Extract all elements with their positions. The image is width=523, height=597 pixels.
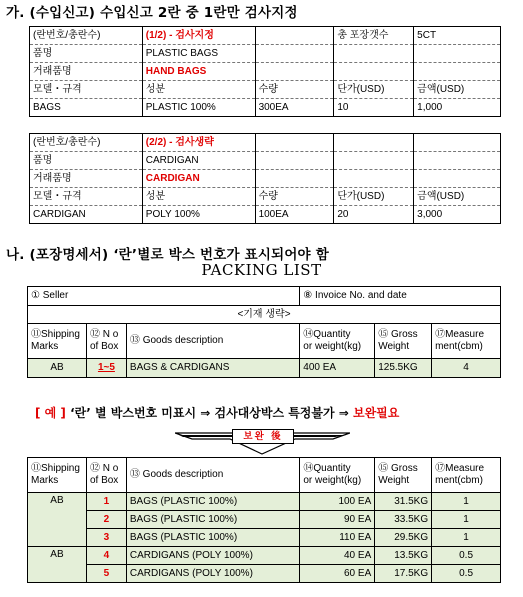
cell-shipping-mark: AB xyxy=(28,493,87,547)
cell-measure: 4 xyxy=(432,359,501,378)
cell-goods: BAGS (PLASTIC 100%) xyxy=(126,511,299,529)
cell-quantity: 40 EA xyxy=(300,547,375,565)
decl-cell xyxy=(255,63,334,81)
header-text: ment(cbm) xyxy=(435,475,483,486)
invoice-cell: ⑧ Invoice No. and date xyxy=(300,287,501,306)
cell-goods: CARDIGANS (POLY 100%) xyxy=(126,565,299,583)
pl-data-row xyxy=(28,359,501,378)
decl-row xyxy=(30,45,501,63)
decl-cell xyxy=(414,63,501,81)
header-text: ⑰Measure xyxy=(435,329,484,340)
decl-cell: CARDIGAN xyxy=(30,206,143,224)
header-quantity xyxy=(300,458,375,493)
decl-cell: 모델・규격 xyxy=(30,81,143,99)
header-text: or weight(kg) xyxy=(303,475,362,486)
decl-row xyxy=(30,81,501,99)
decl-row xyxy=(30,188,501,206)
header-goods-description: ⑬ Goods description xyxy=(126,324,299,359)
header-text: Weight xyxy=(378,341,410,352)
cell-quantity: 400 EA xyxy=(300,359,375,378)
cell-gross: 29.5KG xyxy=(375,529,432,547)
decl-cell: 10 xyxy=(334,99,414,117)
decl-cell: 3,000 xyxy=(414,206,501,224)
decl-cell-trade-name: CARDIGAN xyxy=(142,170,255,188)
decl-cell: PLASTIC BAGS xyxy=(142,45,255,63)
decl-cell: (란번호/총란수) xyxy=(30,27,143,45)
cell-measure: 1 xyxy=(432,511,501,529)
header-measurement xyxy=(432,458,501,493)
decl-cell: 1,000 xyxy=(414,99,501,117)
cell-gross: 17.5KG xyxy=(375,565,432,583)
header-gross-weight xyxy=(375,324,432,359)
decl-cell: PLASTIC 100% xyxy=(142,99,255,117)
import-declaration-line-2 xyxy=(29,133,501,224)
header-text: ⑪Shipping xyxy=(31,463,80,474)
cell-goods: CARDIGANS (POLY 100%) xyxy=(126,547,299,565)
header-text: ⑰Measure xyxy=(435,463,485,474)
header-text: ment(cbm) xyxy=(435,341,483,352)
header-gross-weight xyxy=(375,458,432,493)
header-text: ⑮ Gross xyxy=(378,329,418,340)
section-heading-packing: 나. (포장명세서) ‘란’별로 박스 번호가 표시되어야 함 xyxy=(6,247,329,263)
decl-cell: 모델・규격 xyxy=(30,188,143,206)
decl-cell: 단가(USD) xyxy=(334,81,414,99)
packing-list-after xyxy=(27,457,501,583)
decl-cell xyxy=(334,170,414,188)
decl-cell: 거래품명 xyxy=(30,63,143,81)
pl-row xyxy=(28,306,501,324)
decl-cell xyxy=(255,134,334,152)
decl-cell: 수량 xyxy=(255,81,334,99)
header-shipping-marks xyxy=(28,324,87,359)
cell-box-range: 1~5 xyxy=(86,359,126,378)
decl-cell: 거래품명 xyxy=(30,170,143,188)
decl-cell xyxy=(414,152,501,170)
decl-cell xyxy=(334,45,414,63)
cell-box-no: 2 xyxy=(86,511,126,529)
header-text: ⑭Quantity xyxy=(303,329,351,340)
decl-cell xyxy=(255,152,334,170)
cell-box-no: 3 xyxy=(86,529,126,547)
decl-cell: (란번호/총란수) xyxy=(30,134,143,152)
cell-box-no: 1 xyxy=(86,493,126,511)
cell-box-no: 5 xyxy=(86,565,126,583)
header-measurement xyxy=(432,324,501,359)
decl-row xyxy=(30,170,501,188)
decl-cell: 100EA xyxy=(255,206,334,224)
decl-cell xyxy=(334,63,414,81)
decl-row xyxy=(30,206,501,224)
decl-cell: BAGS xyxy=(30,99,143,117)
cell-measure: 1 xyxy=(432,529,501,547)
cell-gross: 33.5KG xyxy=(375,511,432,529)
header-shipping-marks xyxy=(28,458,87,493)
decl-cell xyxy=(255,27,334,45)
decl-cell: CARDIGAN xyxy=(142,152,255,170)
pl-row xyxy=(28,287,501,306)
cell-goods: BAGS & CARDIGANS xyxy=(126,359,299,378)
pl-header-row xyxy=(28,324,501,359)
cell-gross: 125.5KG xyxy=(375,359,432,378)
cell-box-no: 4 xyxy=(86,547,126,565)
decl-row xyxy=(30,99,501,117)
omitted-cell: <기재 생략> xyxy=(28,306,501,324)
decl-row xyxy=(30,152,501,170)
cell-gross: 31.5KG xyxy=(375,493,432,511)
section-heading-import: 가. (수입신고) 수입신고 2란 중 1란만 검사지정 xyxy=(6,5,298,21)
pl-data-row xyxy=(28,529,501,547)
cell-shipping-mark: AB xyxy=(28,547,87,583)
decl-cell: 5CT xyxy=(414,27,501,45)
header-text: Weight xyxy=(378,475,410,486)
decl-cell xyxy=(414,45,501,63)
decl-row xyxy=(30,27,501,45)
note-suffix: 보완필요 xyxy=(353,406,400,420)
cell-shipping-mark: AB xyxy=(28,359,87,378)
decl-row xyxy=(30,63,501,81)
decl-cell xyxy=(334,134,414,152)
decl-cell xyxy=(334,152,414,170)
decl-cell: 단가(USD) xyxy=(334,188,414,206)
header-text: of Box xyxy=(89,341,119,352)
example-note xyxy=(35,404,399,421)
decl-cell: 금액(USD) xyxy=(414,188,501,206)
header-text: or weight(kg) xyxy=(303,341,362,352)
header-text: ⑮ Gross xyxy=(378,463,418,474)
decl-cell-trade-name: HAND BAGS xyxy=(142,63,255,81)
after-revision-label: 보완 後 xyxy=(232,429,294,444)
note-prefix: [ 예 ] xyxy=(35,406,66,420)
decl-row xyxy=(30,134,501,152)
cell-quantity: 90 EA xyxy=(300,511,375,529)
down-arrow xyxy=(175,427,350,455)
pl-header-row xyxy=(28,458,501,493)
decl-cell: 수량 xyxy=(255,188,334,206)
packing-list-before xyxy=(27,286,501,378)
decl-cell: 300EA xyxy=(255,99,334,117)
cell-measure: 0.5 xyxy=(432,565,501,583)
decl-cell: 20 xyxy=(334,206,414,224)
cell-measure: 0.5 xyxy=(432,547,501,565)
cell-measure: 1 xyxy=(432,493,501,511)
import-declaration-line-1 xyxy=(29,26,501,117)
decl-cell: 금액(USD) xyxy=(414,81,501,99)
packing-list-title: PACKING LIST xyxy=(201,261,322,279)
decl-cell: 성분 xyxy=(142,188,255,206)
cell-quantity: 110 EA xyxy=(300,529,375,547)
cell-goods: BAGS (PLASTIC 100%) xyxy=(126,493,299,511)
header-text: of Box xyxy=(89,475,119,486)
decl-cell xyxy=(414,170,501,188)
decl-cell-inspection: (2/2) - 검사생략 xyxy=(142,134,255,152)
decl-cell xyxy=(255,45,334,63)
seller-cell: ① Seller xyxy=(28,287,300,306)
decl-cell: 총 포장갯수 xyxy=(334,27,414,45)
header-text: Marks xyxy=(31,341,59,352)
decl-cell: 품명 xyxy=(30,45,143,63)
header-goods-description: ⑬ Goods description xyxy=(126,458,299,493)
decl-cell-inspection: (1/2) - 검사지정 xyxy=(142,27,255,45)
cell-gross: 13.5KG xyxy=(375,547,432,565)
decl-cell: 품명 xyxy=(30,152,143,170)
header-no-of-box xyxy=(86,324,126,359)
decl-cell xyxy=(414,134,501,152)
pl-data-row xyxy=(28,547,501,565)
header-text: ⑫ N o xyxy=(89,329,119,340)
header-quantity xyxy=(300,324,375,359)
pl-data-row xyxy=(28,493,501,511)
cell-quantity: 100 EA xyxy=(300,493,375,511)
pl-data-row xyxy=(28,565,501,583)
cell-quantity: 60 EA xyxy=(300,565,375,583)
header-text: ⑫ N o xyxy=(89,463,119,474)
decl-cell: POLY 100% xyxy=(142,206,255,224)
header-no-of-box xyxy=(86,458,126,493)
header-text: Marks xyxy=(31,475,59,486)
decl-cell: 성분 xyxy=(142,81,255,99)
cell-goods: BAGS (PLASTIC 100%) xyxy=(126,529,299,547)
decl-cell xyxy=(255,170,334,188)
note-text: ‘란’ 별 박스번호 미표시 ⇒ 검사대상박스 특정불가 ⇒ xyxy=(65,406,353,420)
header-text: ⑪Shipping xyxy=(31,329,80,340)
pl-data-row xyxy=(28,511,501,529)
header-text: ⑭Quantity xyxy=(303,463,351,474)
